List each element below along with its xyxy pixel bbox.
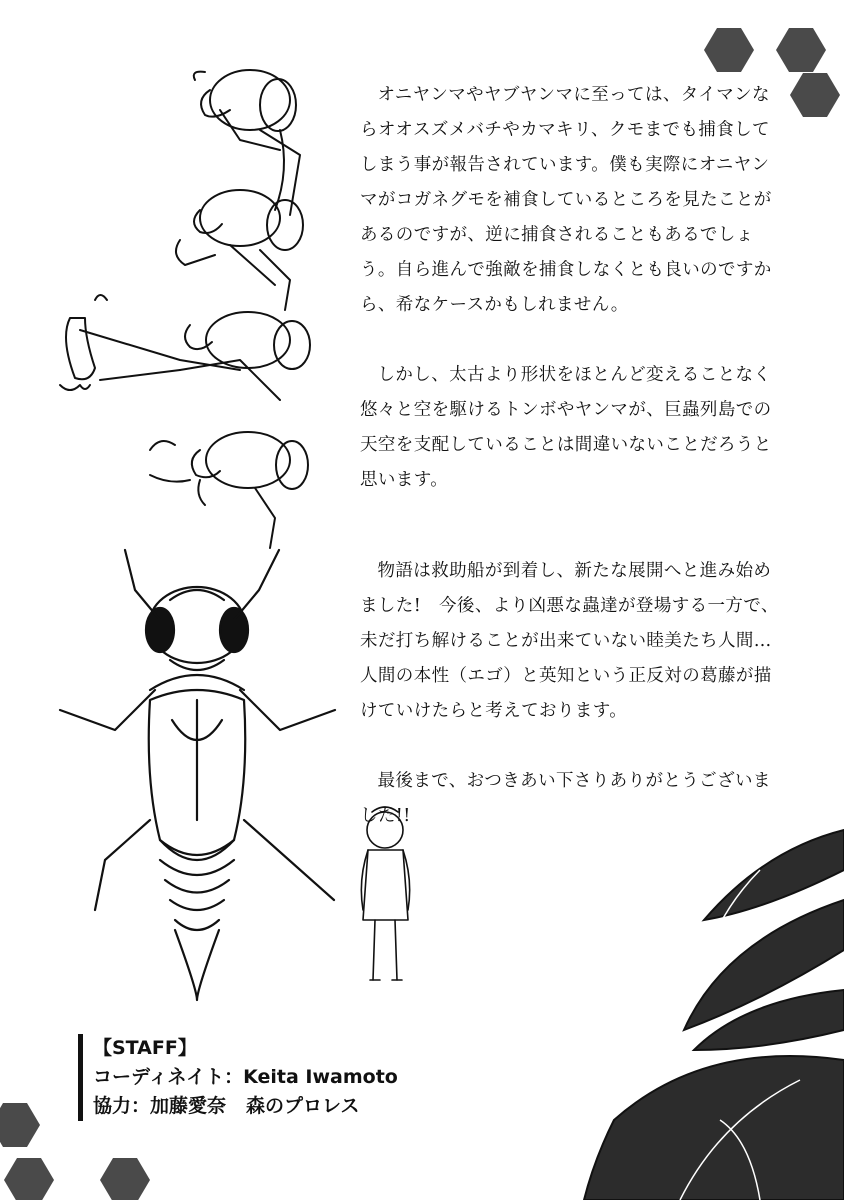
staff-cooperation-row bbox=[93, 1092, 398, 1121]
staff-heading: 【STAFF】 bbox=[93, 1037, 197, 1059]
dragonfly-mouthparts-sketch-4 bbox=[150, 432, 308, 548]
coordinate-label: コーディネイト： bbox=[93, 1066, 244, 1088]
afterword-text bbox=[360, 78, 780, 834]
cooperation-label: 協力： bbox=[93, 1095, 151, 1117]
paragraph-4: 最後まで、おつきあい下さりありがとうございました!! bbox=[360, 771, 771, 826]
staff-coordinate-row bbox=[93, 1063, 398, 1092]
plant-leaves-illustration bbox=[584, 830, 844, 1200]
dragonfly-mouthparts-sketch-2 bbox=[176, 190, 303, 310]
paragraph-2: しかし、太古より形状をほとんど変えることなく悠々と空を駆けるトンボやヤンマが、巨蟲列島での天空を支配していることは間違いないことだろうと思います。 bbox=[360, 365, 772, 490]
dragonfly-mouthparts-sketch-1 bbox=[194, 70, 300, 215]
staff-credits bbox=[78, 1034, 398, 1121]
cooperation-name-1: 加藤愛奈 bbox=[150, 1095, 227, 1117]
dragonfly-larva-illustration bbox=[60, 550, 335, 1000]
cooperation-name-2: 森のプロレス bbox=[246, 1095, 360, 1117]
dragonfly-mouthparts-sketch-3 bbox=[60, 295, 310, 400]
paragraph-3: 物語は救助船が到着し、新たな展開へと進み始めました! 今後、より凶悪な蟲達が登場する一方で、未だ打ち解けることが出来ていない睦美たち人間…人間の本性（エゴ）と英知という正反対の葛藤が描けていけたらと考えております。 bbox=[360, 561, 779, 721]
coordinate-name: Keita Iwamoto bbox=[243, 1066, 398, 1088]
paragraph-1: オニヤンマやヤブヤンマに至っては、タイマンならオオスズメバチやカマキリ、クモまでも捕食してしまう事が報告されています。僕も実際にオニヤンマがコガネグモを補食しているところを見たことがあるのですが、逆に捕食されることもあるでしょう。自ら進んで強敵を捕食しなくとも良いのですから、希なケースかもしれません。 bbox=[360, 85, 772, 315]
